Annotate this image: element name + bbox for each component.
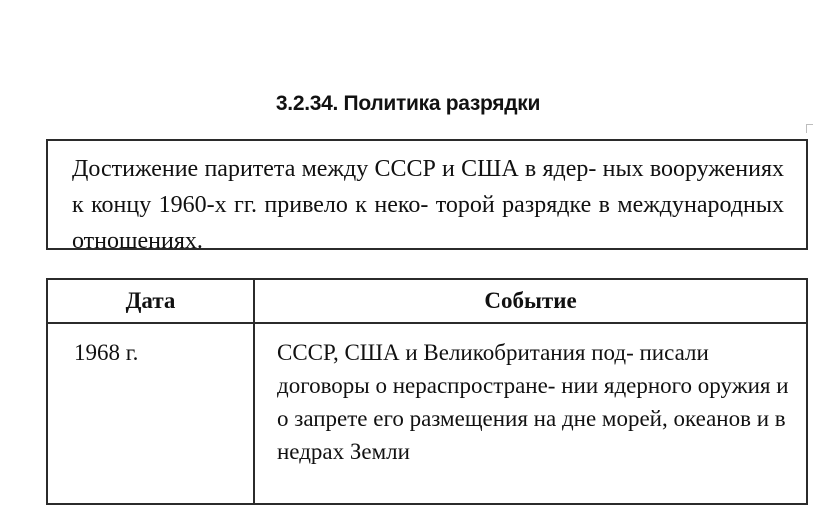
intro-text-box — [46, 139, 808, 254]
intro-text: Достижение паритета между СССР и США в ядер- ных вооружениях к концу 1960-х гг. привело к неко- торой разрядке в международных отношениях. — [72, 156, 784, 254]
table-row — [47, 323, 807, 504]
row-date: 1968 г. — [47, 323, 254, 504]
events-table — [46, 278, 808, 505]
corner-crop-mark — [806, 124, 813, 133]
row-event: СССР, США и Великобритания под- писали договоры о нераспростране- нии ядерного оружия и о запрете его размещения на дне морей, океанов и в недрах Земли — [254, 323, 807, 504]
header-date: Дата — [47, 279, 254, 323]
section-heading: 3.2.34. Политика разрядки — [275, 92, 541, 115]
header-event: Событие — [254, 279, 807, 323]
table-header-row — [47, 279, 807, 323]
